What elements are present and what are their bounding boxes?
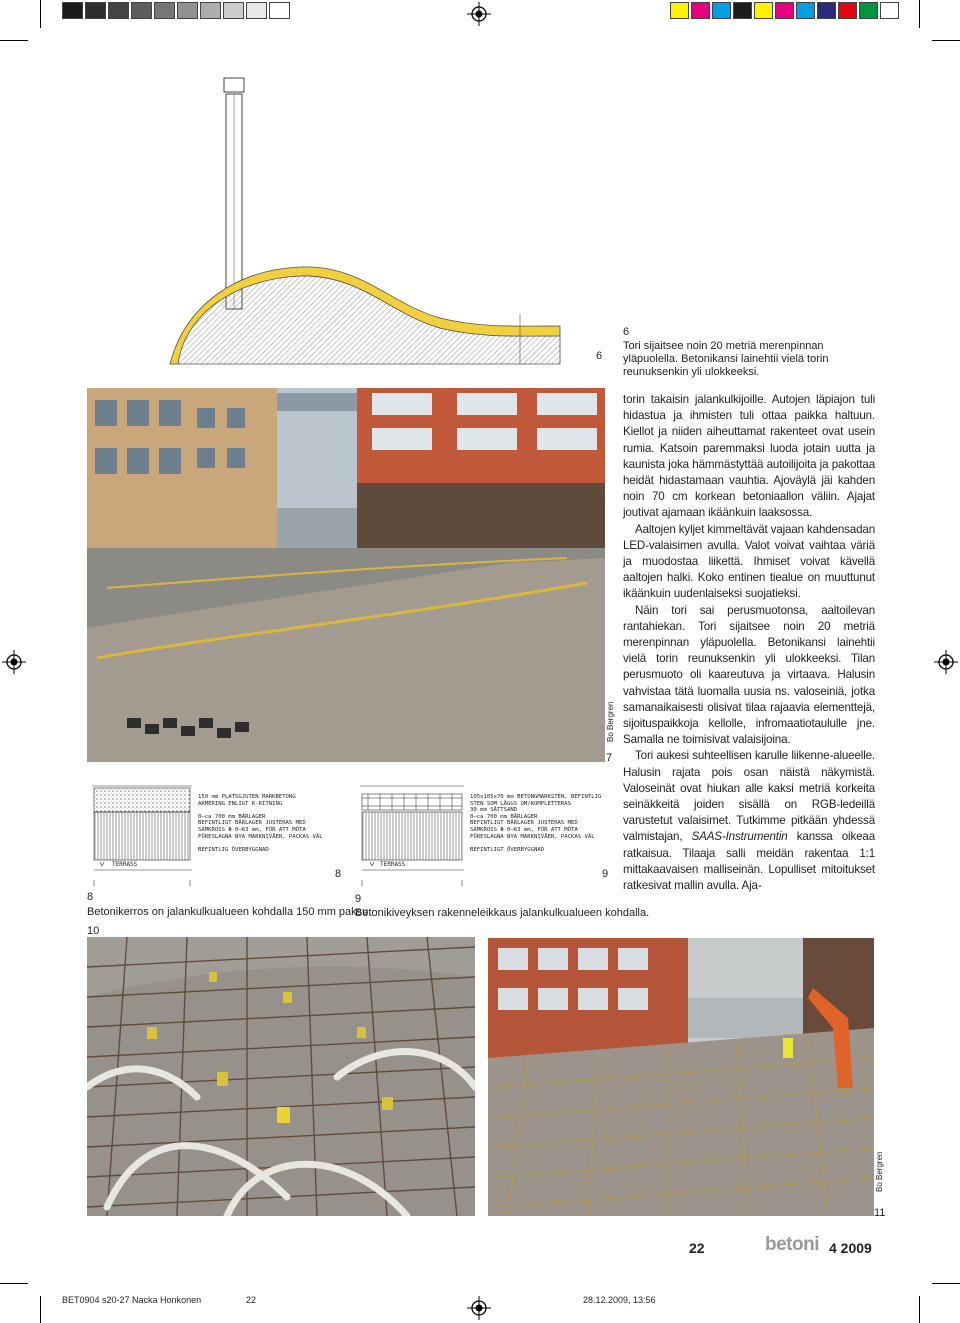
figure-9-number: 9 [602, 868, 609, 880]
color-swatch [775, 2, 794, 19]
crop-mark [40, 0, 41, 28]
color-swatch [177, 2, 198, 19]
body-text-emphasis: SAAS-Instrumentin [691, 830, 788, 844]
photo-11-credit: Bo Bergren [875, 1151, 884, 1192]
color-swatch [838, 2, 857, 19]
cmyk-color-bar [670, 0, 900, 22]
crop-mark [919, 0, 920, 28]
color-swatch [670, 2, 689, 19]
annotation-line: BEFINTLIG ÖVERBYGGNAD [198, 846, 269, 853]
photo-10 [87, 937, 475, 1216]
color-swatch [85, 2, 106, 19]
annotation-line: FÖRESLAGNA NYA MARKNIVÅER, PACKAS VÄL [470, 833, 595, 840]
figure-11-number: 11 [874, 1207, 886, 1219]
registration-mark-icon [934, 650, 958, 674]
color-swatch [223, 2, 244, 19]
slug-datetime: 28.12.2009, 13:56 [583, 1295, 656, 1305]
annotation-line: 0–ca 700 mm BÄRLAGER [198, 813, 266, 820]
figure-10-number: 10 [87, 925, 100, 937]
annotation-line: BEFINTLIGT ÖVERBYGGNAD [470, 846, 545, 853]
crop-mark [932, 1283, 960, 1284]
cross-section-8-drawing [88, 782, 193, 892]
cross-section-9-drawing [356, 782, 466, 892]
color-swatch [733, 2, 752, 19]
slug-file: BET0904 s20-27 Nacka Honkonen [62, 1295, 202, 1305]
annotation-line: SAMKROSS Φ 0–63 mm, FÖR ATT MÖTA [198, 827, 306, 833]
figure-7-number: 7 [606, 752, 613, 764]
color-swatch [817, 2, 836, 19]
figure-6-caption: Tori sijaitsee noin 20 metriä merenpinnan yläpuolella. Betonikansi lainehtii vielä torin reunuksenkin yli ulokkeeksi. [623, 340, 829, 378]
annotation-line: 150 mm PLATSGJUTEN MARKBETONG [198, 794, 296, 800]
annotation-line: SAMKROSS Φ 0–63 mm, FÖR ATT MÖTA [470, 827, 578, 833]
figure-9-caption: Betonikiveyksen rakenneleikkaus jalankulkualueen kohdalla. [355, 907, 650, 919]
color-swatch [246, 2, 267, 19]
color-swatch [131, 2, 152, 19]
figure-9-terrass-label: TERRASS [380, 861, 406, 868]
figure-9-caption-number: 9 [355, 893, 362, 905]
annotation-line: 105x105x70 mm BETONGMARKSTEN, BEFINTLIG [470, 794, 602, 800]
figure-8-number: 8 [335, 868, 342, 880]
color-swatch [269, 2, 290, 19]
color-swatch [691, 2, 710, 19]
color-swatch [154, 2, 175, 19]
color-swatch [859, 2, 878, 19]
color-swatch [108, 2, 129, 19]
body-paragraph: torin takaisin jalankulkijoille. Autojen läpiajon tuli hidastua ja ihmisten tuli ottaa paikka haltuun. Kiellot ja niiden aiheuttamat rakenteet ovat usein rumia. Katsoin paremmaksi luoda jotain uutta ja kaunista joka hämmästyttää autoilijoita ja pakottaa heidät hidastamaan vauhtia. Ajoväylä jäi kahden noin 70 cm korkean betoniaallon väliin. Ajajat joutivat ajamaan ikäänkuin laaksossa. [623, 393, 875, 520]
body-text-span: Tori aukesi suhteellisen karulle liikenne-alueelle. Halusin rajata pois osan näistä näkymistä. Valoseinät ovat hiukan alle kaksi metriä korkeita seinäkkeitä joiden sisällä on RGB-ledeillä varustetut valaisimet. Tutkimme pitkään yhdessä valmistajan, [623, 749, 875, 844]
gray-color-bar [62, 0, 292, 22]
figure-8-caption-number: 8 [87, 891, 94, 903]
annotation-line: 0–ca 700 mm BÄRLAGER [470, 813, 538, 820]
annotation-line: FÖRESLAGNA NYA MARKNIVÅER, PACKAS VÄL [198, 833, 323, 840]
body-paragraph: Näin tori sai perusmuotonsa, aaltoilevan rantahiekan. Tori sijaitsee noin 20 metriä merenpinnan yläpuolella. Betonikansi lainehtii vielä torin reunuksenkin yli ulokkeeksi. Tilan perusmuoto oli kaareutuva ja virtaava. Halusin vahvistaa tätä luomalla uusia ns. valoseiniä, jotka samanaikaisesti olisivat tilaa rajaavia elementtejä, sijoituspaikkoja kellolle, infromaatiotaululle jne. Samalla ne toimisivat valaisijoina. [623, 603, 875, 747]
color-swatch [880, 2, 899, 19]
annotation-line: STEN SOM LÄGGS OM/KOMPLETTERAS [470, 800, 572, 807]
wave-section-drawing [140, 74, 570, 374]
color-swatch [796, 2, 815, 19]
crop-mark [919, 1296, 920, 1323]
body-paragraph [623, 748, 875, 894]
color-swatch [62, 2, 83, 19]
annotation-line: 30 mm SÄTTSAND [470, 807, 518, 814]
photo-11 [488, 938, 874, 1216]
body-text-span: kanssa oikeaa ratkaisua. Tilaaja salli meidän rakentaa 1:1 mittakaavaisen malliseinän. Lopulliset mitoitukset ratkesivat mallin avulla. Aja- [623, 830, 875, 893]
article-body [623, 392, 875, 894]
figure-6-caption-number: 6 [623, 326, 630, 338]
color-swatch [712, 2, 731, 19]
crop-mark [932, 40, 960, 41]
annotation-line: ARMERING ENLIGT K-RITNING [198, 800, 283, 807]
magazine-logo: betoni [765, 1234, 819, 1255]
crop-mark [0, 40, 28, 41]
photo-7-credit: Bo Bergren [606, 701, 615, 742]
figure-8-caption: Betonikerros on jalankulkualueen kohdalla 150 mm paksu. [87, 906, 372, 918]
annotation-line: BEFINTLIGT BÄRLAGER JUSTERAS MED [470, 820, 578, 827]
photo-7 [87, 388, 605, 762]
body-paragraph: Aaltojen kyljet kimmeltävät vajaan kahdensadan LED-valaisimen avulla. Valot voivat vaihtaa väriä ja muodostaa liikettä. Ihmiset voivat kävellä aaltojen halki. Koko entinen tiealue on muuttunut ikäänkuin uudenlaiseksi suojatieksi. [623, 522, 875, 601]
page-number: 22 [689, 1240, 705, 1256]
annotation-line: BEFINTLIGT BÄRLAGER JUSTERAS MED [198, 820, 306, 827]
registration-mark-icon [467, 2, 491, 26]
registration-mark-icon [467, 1296, 491, 1320]
crop-mark [40, 1296, 41, 1323]
figure-6-number: 6 [596, 350, 603, 362]
crop-mark [0, 1283, 28, 1284]
color-swatch [754, 2, 773, 19]
registration-mark-icon [2, 650, 26, 674]
issue-label: 4 2009 [829, 1240, 872, 1256]
figure-8-terrass-label: TERRASS [112, 861, 138, 868]
color-swatch [200, 2, 221, 19]
slug-page: 22 [246, 1295, 257, 1305]
